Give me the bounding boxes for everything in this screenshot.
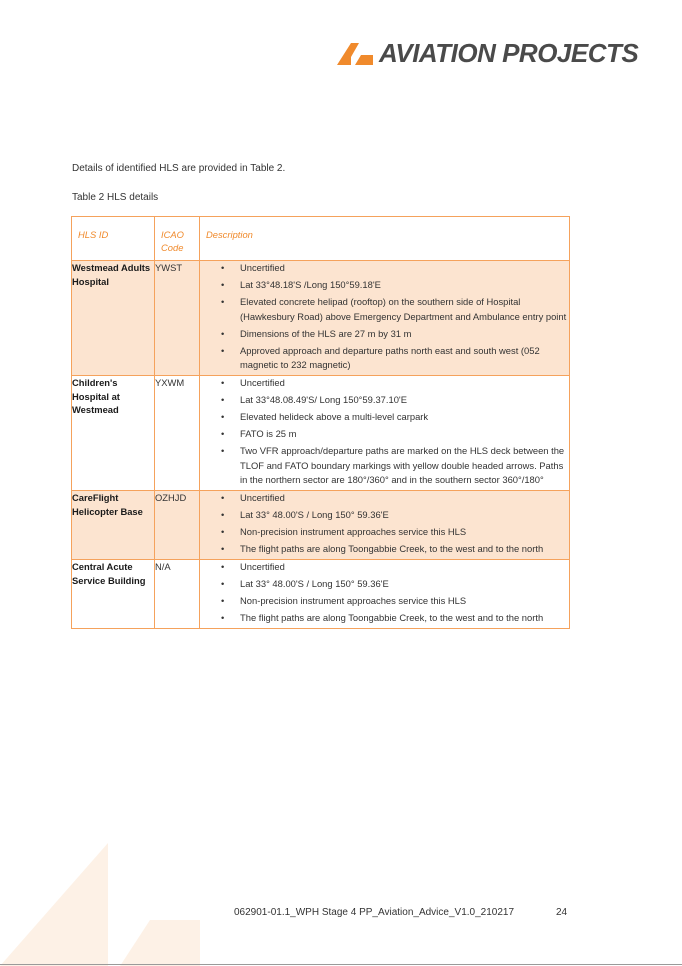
page-bottom-rule	[0, 964, 682, 965]
logo-watermark-icon	[0, 835, 210, 966]
hls-details-table	[71, 216, 570, 629]
list-item: • Dimensions of the HLS are 27 m by 31 m	[200, 327, 569, 342]
list-item: • Elevated helideck above a multi-level carpark	[200, 410, 569, 425]
header-description: Description	[200, 217, 570, 261]
description-cell	[200, 376, 570, 491]
description-list	[200, 560, 569, 626]
list-item: • Elevated concrete helipad (rooftop) on the southern side of Hospital (Hawkesbury Road) above Emergency Department and Ambulance entry point	[200, 295, 569, 324]
table-header-row	[72, 217, 570, 261]
header-icao-text: ICAO Code	[161, 229, 184, 254]
hls-id-cell: Central Acute Service Building	[72, 560, 155, 629]
header-icao-code	[155, 217, 200, 261]
footer-doc-reference: 062901-01.1_WPH Stage 4 PP_Aviation_Advice_V1.0_210217	[234, 907, 515, 918]
table-caption: Table 2 HLS details	[72, 192, 159, 203]
list-item: • Uncertified	[200, 491, 569, 506]
description-list	[200, 376, 569, 488]
table-row	[72, 491, 570, 560]
list-item: • Lat 33°48.08.49'S/ Long 150°59.37.10'E	[200, 393, 569, 408]
icao-code-cell: N/A	[155, 560, 200, 629]
icao-code-cell: YXWM	[155, 376, 200, 491]
list-item: • Uncertified	[200, 376, 569, 391]
list-item: • Uncertified	[200, 560, 569, 575]
logo-text: AVIATION PROJECTS	[379, 38, 639, 68]
table-row	[72, 261, 570, 376]
list-item: • Lat 33° 48.00'S / Long 150° 59.36'E	[200, 508, 569, 523]
list-item: • Non-precision instrument approaches service this HLS	[200, 594, 569, 609]
hls-id-cell: Westmead Adults Hospital	[72, 261, 155, 376]
hls-id-cell: CareFlight Helicopter Base	[72, 491, 155, 560]
description-cell	[200, 560, 570, 629]
header-hls-id: HLS ID	[72, 217, 155, 261]
list-item: • Lat 33° 48.00'S / Long 150° 59.36'E	[200, 577, 569, 592]
list-item: • FATO is 25 m	[200, 427, 569, 442]
aviation-projects-logo	[337, 40, 638, 66]
table-row	[72, 560, 570, 629]
list-item: • Non-precision instrument approaches service this HLS	[200, 525, 569, 540]
list-item: • The flight paths are along Toongabbie Creek, to the west and to the north	[200, 611, 569, 626]
intro-paragraph: Details of identified HLS are provided in Table 2.	[72, 163, 286, 174]
list-item: • Two VFR approach/departure paths are marked on the HLS deck between the TLOF and FATO boundary markings with yellow double headed arrows. Paths in the northern sector are 180°/360° and in the southern sector 360°/180°	[200, 444, 569, 488]
description-list	[200, 491, 569, 557]
description-cell	[200, 261, 570, 376]
hls-id-cell: Children's Hospital at Westmead	[72, 376, 155, 491]
list-item: • The flight paths are along Toongabbie Creek, to the west and to the north	[200, 542, 569, 557]
icao-code-cell: OZHJD	[155, 491, 200, 560]
description-cell	[200, 491, 570, 560]
description-list	[200, 261, 569, 373]
page-number: 24	[556, 907, 568, 918]
icao-code-cell: YWST	[155, 261, 200, 376]
list-item: • Approved approach and departure paths north east and south west (052 magnetic to 232 magnetic)	[200, 344, 569, 373]
table-row	[72, 376, 570, 491]
list-item: • Uncertified	[200, 261, 569, 276]
list-item: • Lat 33°48.18'S /Long 150°59.18'E	[200, 278, 569, 293]
logo-mark-icon	[337, 41, 373, 65]
